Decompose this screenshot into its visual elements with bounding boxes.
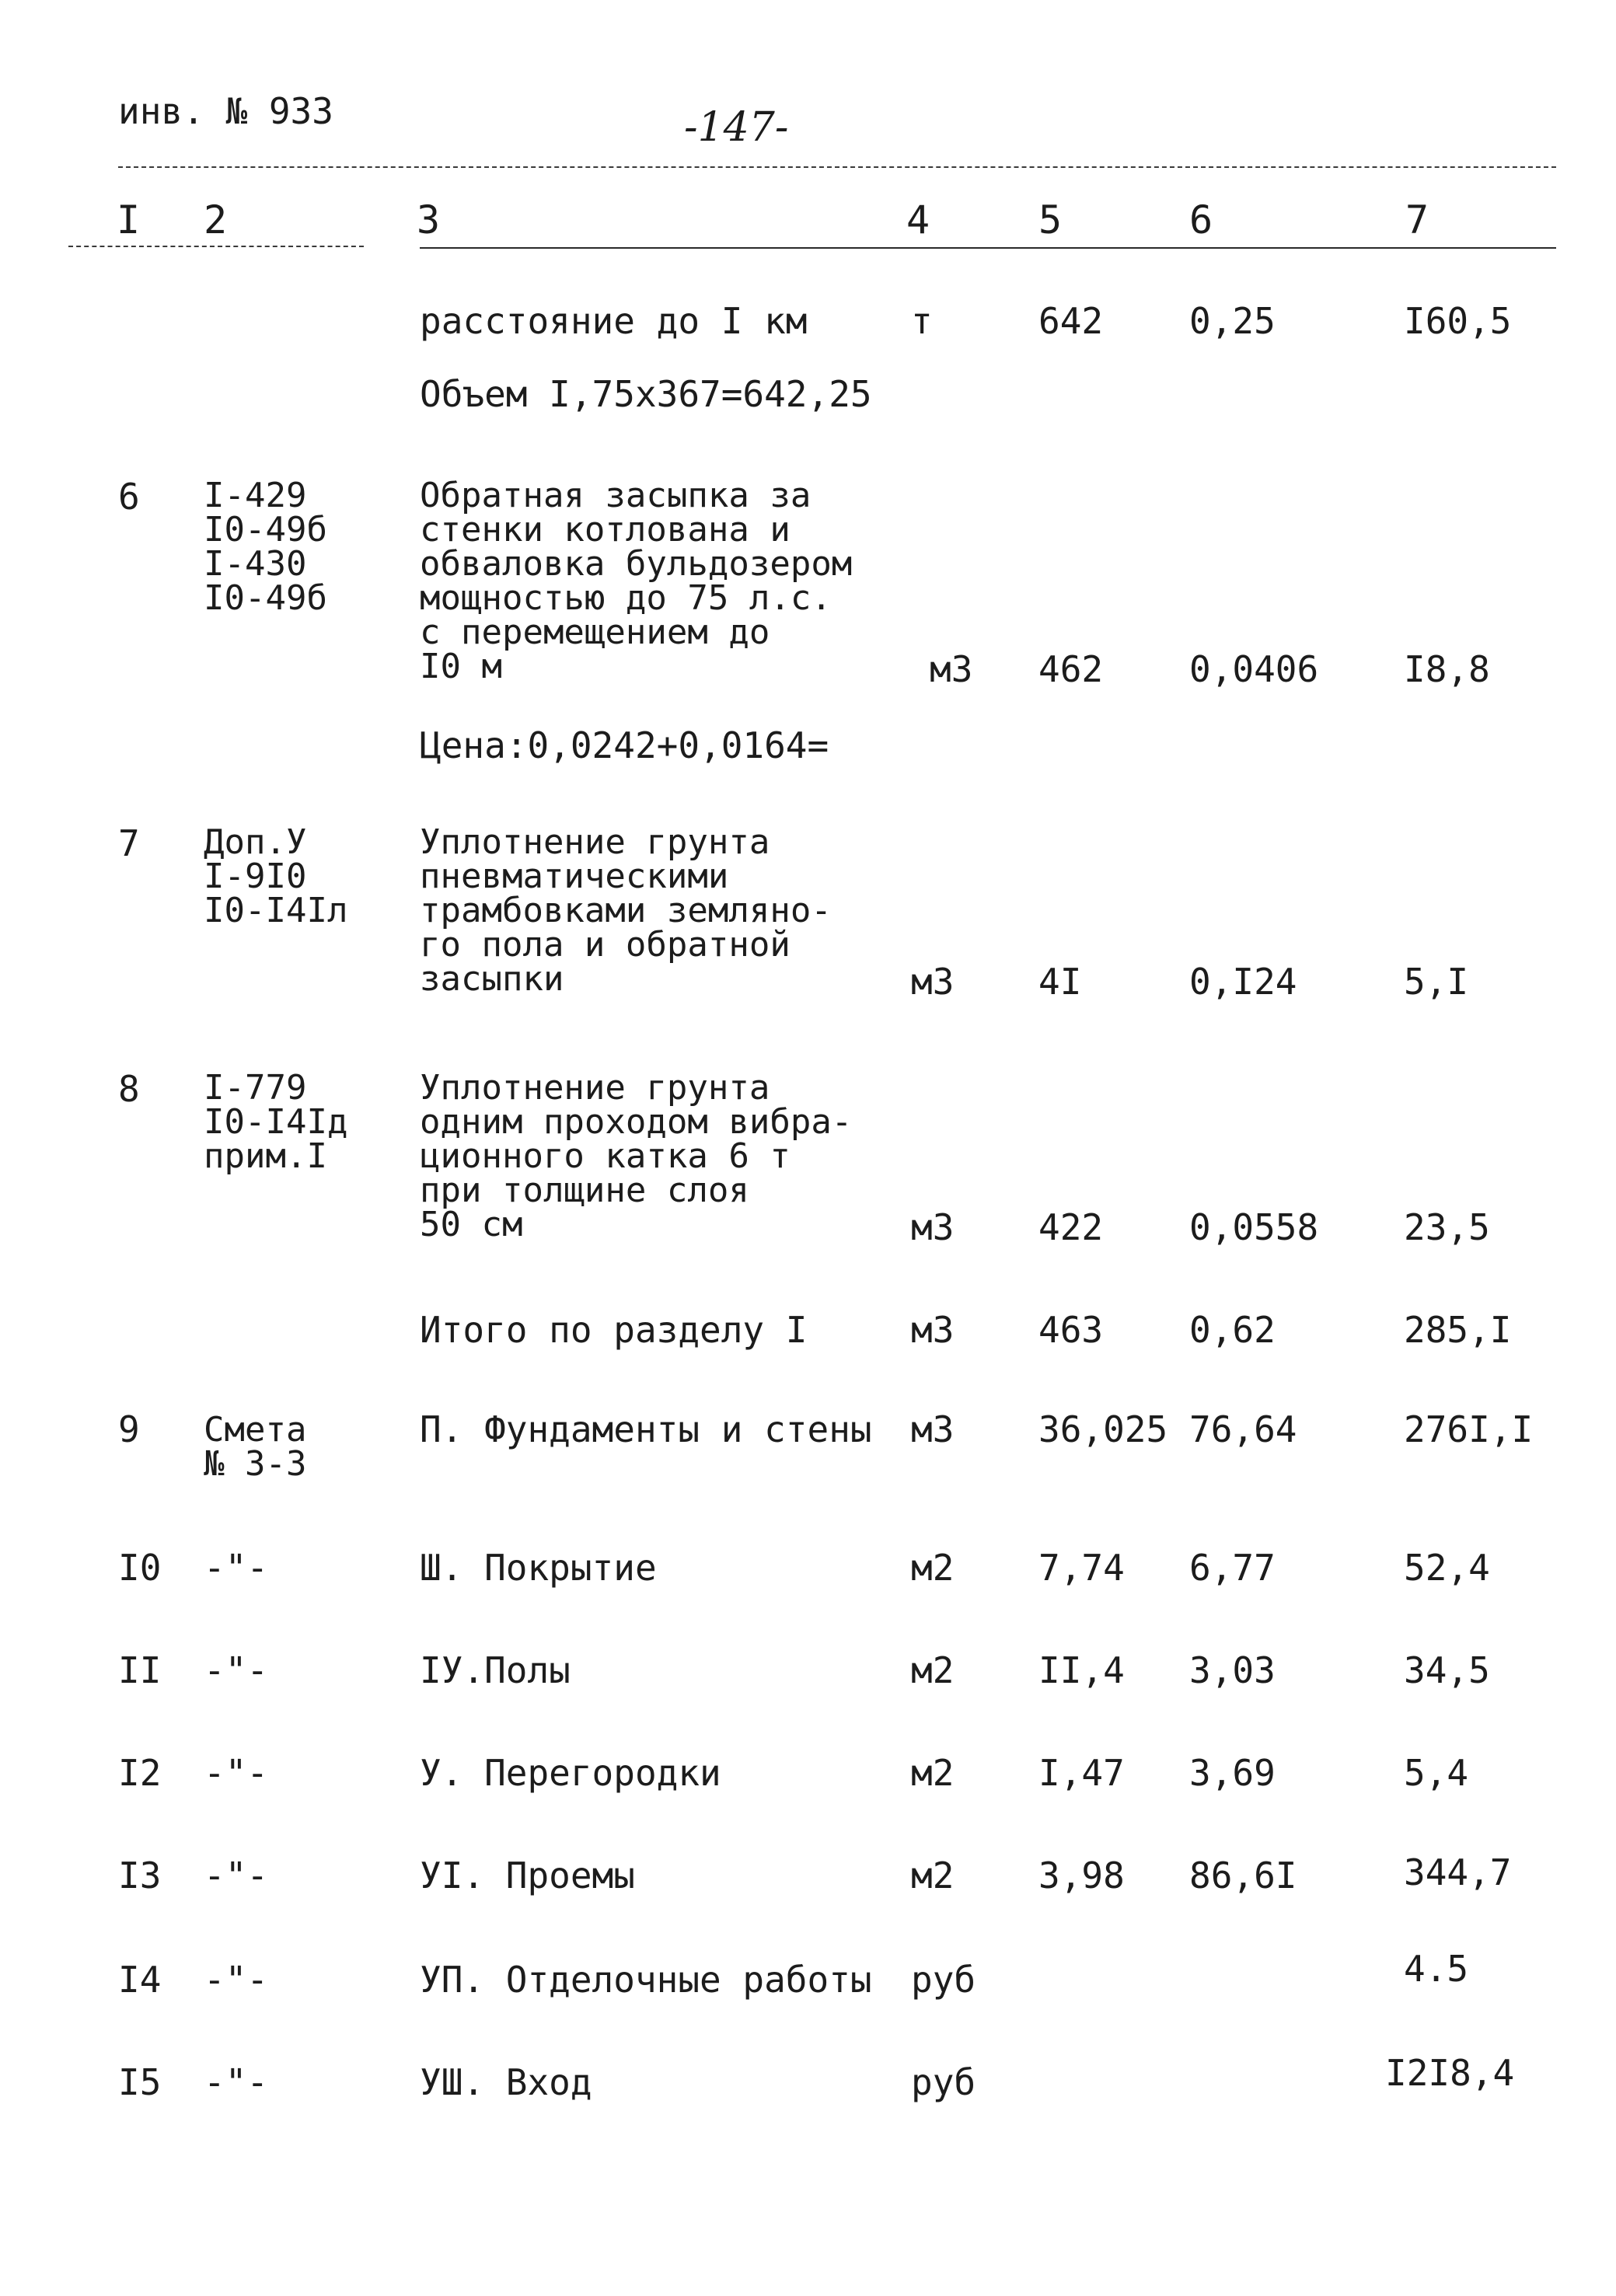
row-price: 0,25 (1189, 300, 1276, 342)
row-note: Цена:0,0242+0,0164= (420, 724, 829, 766)
row-qty: 642 (1038, 300, 1104, 342)
row-qty: 4I (1038, 961, 1082, 1003)
row-text-line: го пола и обратной (420, 925, 791, 965)
row-total: 34,5 (1404, 1649, 1490, 1691)
row-total: 23,5 (1404, 1206, 1490, 1248)
row-unit: т (911, 300, 933, 342)
header-top-rule (118, 166, 1556, 168)
row-text-line: обваловка бульдозером (420, 544, 853, 584)
row-total: 5,4 (1404, 1752, 1469, 1794)
row-text-line: 50 см (420, 1205, 523, 1244)
row-unit: м3 (911, 1309, 955, 1351)
row-text: У. Перегородки (420, 1752, 721, 1794)
row-text: УП. Отделочные работы (420, 1959, 872, 2001)
row-code: -"- (204, 1855, 269, 1896)
row-text-line: мощностью до 75 л.с. (420, 578, 832, 618)
col-header-7: 7 (1405, 197, 1429, 243)
row-unit: м2 (911, 1547, 955, 1589)
row-code: I-429 I0-49б I-430 I0-49б (204, 476, 327, 618)
row-number: I4 (118, 1959, 162, 2001)
row-unit: м2 (911, 1752, 955, 1794)
col-header-2: 2 (204, 197, 228, 243)
row-code: Доп.У I-9I0 I0-I4Iл (204, 822, 348, 930)
row-price: 76,64 (1189, 1408, 1297, 1450)
header-bottom-rule-left (68, 246, 364, 247)
page-number: -147- (684, 104, 789, 151)
row-text-line: Уплотнение грунта (420, 822, 770, 862)
row-text-line: пневматическими (420, 857, 729, 896)
row-unit: м3 (911, 1408, 955, 1450)
row-total: 4.5 (1404, 1948, 1469, 1990)
row-text-line: засыпки (420, 959, 564, 999)
row-number: II (118, 1649, 162, 1691)
row-text-line: при толщине слоя (420, 1171, 749, 1210)
row-qty: I,47 (1038, 1752, 1125, 1794)
row-code: -"- (204, 1959, 269, 2001)
row-text-line: с перемещением до (420, 612, 770, 652)
row-text: Ш. Покрытие (420, 1547, 657, 1589)
row-code: -"- (204, 2061, 269, 2103)
row-total: 285,I (1404, 1309, 1512, 1351)
row-number: 7 (118, 822, 140, 864)
row-number: I3 (118, 1855, 162, 1896)
row-price: 0,62 (1189, 1309, 1276, 1351)
row-unit: руб (911, 1959, 976, 2001)
row-total: I2I8,4 (1385, 2052, 1515, 2094)
row-unit: м2 (911, 1855, 955, 1896)
row-qty: 462 (1038, 648, 1104, 690)
row-number: I5 (118, 2061, 162, 2103)
row-qty: 3,98 (1038, 1855, 1125, 1896)
section-total-label: Итого по разделу I (420, 1309, 808, 1351)
row-total: I60,5 (1404, 300, 1512, 342)
row-unit: м3 (911, 1206, 955, 1248)
row-text-line: I0 м (420, 647, 502, 686)
col-header-4: 4 (906, 197, 930, 243)
row-total: 5,I (1404, 961, 1469, 1003)
row-number: I2 (118, 1752, 162, 1794)
row-qty: 463 (1038, 1309, 1104, 1351)
row-total: I8,8 (1404, 648, 1490, 690)
row-price: 6,77 (1189, 1547, 1276, 1589)
row-text: УШ. Вход (420, 2061, 592, 2103)
row-code: -"- (204, 1752, 269, 1794)
row-total: 52,4 (1404, 1547, 1490, 1589)
row-price: 0,0406 (1189, 648, 1319, 690)
row-text-line: трамбовками земляно- (420, 891, 832, 930)
row-number: 8 (118, 1068, 140, 1110)
row-text: IУ.Полы (420, 1649, 571, 1691)
row-total: 344,7 (1404, 1851, 1512, 1893)
row-code: I-779 I0-I4Iд прим.I (204, 1068, 348, 1176)
row-price: 3,03 (1189, 1649, 1276, 1691)
col-header-3: 3 (417, 197, 441, 243)
row-code: -"- (204, 1547, 269, 1589)
row-text: П. Фундаменты и стены (420, 1408, 872, 1450)
header-bottom-rule (420, 247, 1556, 249)
row-price: 86,6I (1189, 1855, 1297, 1896)
row-unit: м3 (911, 961, 955, 1003)
inventory-number: инв. № 933 (118, 90, 333, 132)
row-code: -"- (204, 1649, 269, 1691)
row-text-line: Обратная засыпка за (420, 476, 811, 515)
row-number: 6 (118, 476, 140, 518)
col-header-6: 6 (1189, 197, 1213, 243)
col-header-1: I (117, 197, 141, 243)
row-total: 276I,I (1404, 1408, 1534, 1450)
row-code: Смета № 3-3 (204, 1410, 307, 1484)
row-note: Объем I,75x367=642,25 (420, 373, 872, 415)
row-qty: 422 (1038, 1206, 1104, 1248)
row-text: УI. Проемы (420, 1855, 635, 1896)
row-unit: руб (911, 2061, 976, 2103)
row-text: расстояние до I км (420, 300, 808, 342)
row-qty: 36,025 (1038, 1408, 1168, 1450)
row-qty: II,4 (1038, 1649, 1125, 1691)
col-header-5: 5 (1038, 197, 1063, 243)
row-unit: м2 (911, 1649, 955, 1691)
row-text-line: Уплотнение грунта (420, 1068, 770, 1108)
row-number: I0 (118, 1547, 162, 1589)
row-price: 0,0558 (1189, 1206, 1319, 1248)
row-price: 3,69 (1189, 1752, 1276, 1794)
row-number: 9 (118, 1408, 140, 1450)
row-unit: м3 (930, 648, 973, 690)
row-qty: 7,74 (1038, 1547, 1125, 1589)
row-text-line: ционного катка 6 т (420, 1136, 791, 1176)
row-text-line: одним проходом вибра- (420, 1102, 853, 1142)
row-text-line: стенки котлована и (420, 510, 791, 550)
row-price: 0,I24 (1189, 961, 1297, 1003)
